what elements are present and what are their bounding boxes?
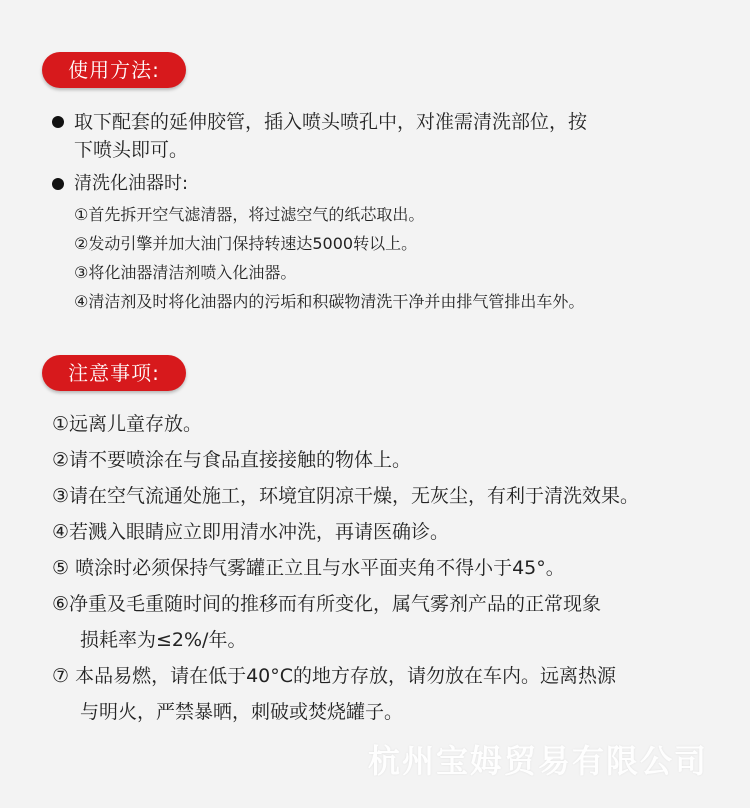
note-text: ④若溅入眼睛应立即用清水冲洗，再请医确诊。 <box>52 521 450 543</box>
usage-bullet-2 <box>52 170 712 198</box>
note-text-cont: 损耗率为≤2%/年。 <box>80 629 247 651</box>
note-text: ⑦ 本品易燃，请在低于40°C的地方存放，请勿放在车内。远离热源 <box>52 665 617 687</box>
usage-step: ④清洁剂及时将化油器内的污垢和积碳物清洗干净并由排气管排出车外。 <box>74 292 585 311</box>
usage-bullet-1-line1: 取下配套的延伸胶管，插入喷头喷孔中，对准需清洗部位，按 <box>74 111 588 133</box>
usage-bullet-2-title: 清洗化油器时: <box>74 173 189 194</box>
note-item <box>52 586 732 658</box>
usage-bullet-1-cont <box>52 136 712 164</box>
note-text: ①远离儿童存放。 <box>52 413 203 435</box>
note-text: ③请在空气流通处施工，环境宜阴凉干燥，无灰尘，有利于清洗效果。 <box>52 485 640 507</box>
usage-title: 使用方法: <box>68 58 160 82</box>
notes-title: 注意事项: <box>68 361 160 385</box>
usage-step: ①首先拆开空气滤清器，将过滤空气的纸芯取出。 <box>74 205 425 224</box>
bullet-dot-icon <box>52 116 64 128</box>
usage-section <box>52 108 712 316</box>
notes-section <box>52 406 732 730</box>
usage-bullet-1 <box>52 108 712 136</box>
notes-title-badge <box>42 355 186 391</box>
note-item <box>52 406 732 442</box>
bullet-dot-icon <box>52 178 64 190</box>
note-item <box>52 442 732 478</box>
note-item <box>52 478 732 514</box>
usage-title-badge <box>42 52 186 88</box>
usage-bullet-1-line2: 下喷头即可。 <box>74 139 189 161</box>
note-item <box>52 658 732 730</box>
usage-step: ②发动引擎并加大油门保持转速达5000转以上。 <box>74 234 418 253</box>
note-text: ⑥净重及毛重随时间的推移而有所变化，属气雾剂产品的正常现象 <box>52 593 602 615</box>
note-item <box>52 550 732 586</box>
usage-step: ③将化油器清洁剂喷入化油器。 <box>74 263 297 282</box>
usage-steps <box>74 200 712 316</box>
company-watermark: 杭州宝姆贸易有限公司 <box>367 742 708 780</box>
note-item <box>52 514 732 550</box>
note-text: ②请不要喷涂在与食品直接接触的物体上。 <box>52 449 412 471</box>
note-text-cont: 与明火，严禁暴晒，刺破或焚烧罐子。 <box>80 701 404 723</box>
note-text: ⑤ 喷涂时必须保持气雾罐正立且与水平面夹角不得小于45°。 <box>52 557 565 579</box>
